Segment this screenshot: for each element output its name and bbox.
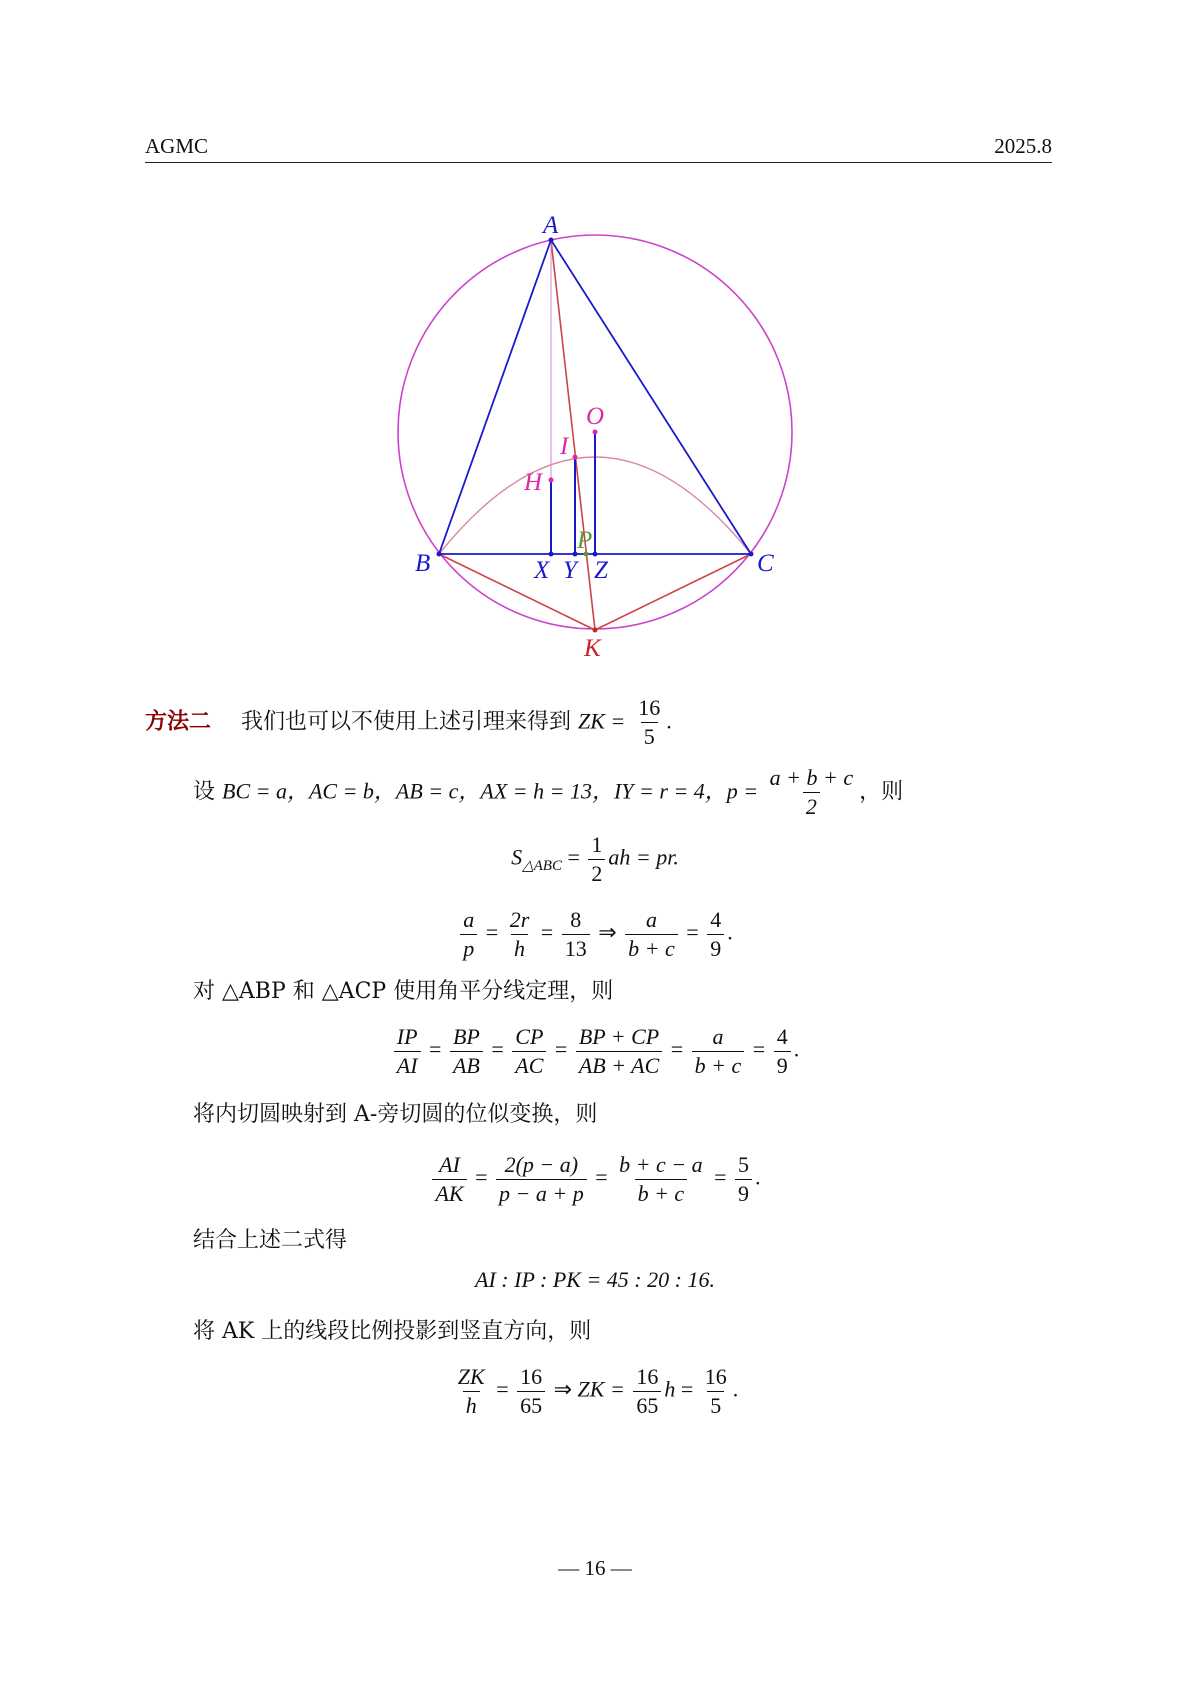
label-a: A	[543, 212, 559, 239]
setup-defs: BC = a，AC = b，AB = c，AX = h = 13，IY = r = 4，p =	[222, 778, 764, 804]
label-p: P	[577, 527, 593, 554]
line-ck	[595, 554, 751, 630]
label-c: C	[757, 550, 774, 577]
label-y: Y	[563, 557, 577, 584]
method-line: 方法二 我们也可以不使用上述引理来得到 ZK = $\frac{16}{5}$ .	[145, 695, 672, 749]
point-h	[549, 478, 554, 483]
method-intro-lhs: ZK =	[578, 708, 626, 734]
paragraph-projection: 将 AK 上的线段比例投影到竖直方向，则	[193, 1319, 592, 1344]
label-x: X	[534, 557, 550, 584]
equation-bisector: $\frac{IP}{AI}$ = $\frac{BP}{AB}$ = $\frac{CP}{AC}$ = $\frac{BP + CP}{AB + AC}$ = $\frac{a}{b + c}$ = $\frac{4}{9}$ .	[0, 1025, 1190, 1078]
setup-text1: 设	[193, 779, 222, 805]
point-x	[549, 552, 554, 557]
label-o: O	[586, 403, 605, 430]
header-left: AGMC	[145, 134, 209, 158]
label-i: I	[560, 433, 569, 460]
paragraph-homothety: 将内切圆映射到 A-旁切圆的位似变换，则	[193, 1102, 598, 1127]
paragraph-combine: 结合上述二式得	[193, 1228, 348, 1253]
method-intro-frac: $\frac{16}{5}$	[638, 695, 661, 749]
method-intro: 我们也可以不使用上述引理来得到	[241, 709, 579, 735]
equation-zk: $\frac{ZK}{h}$ = $\frac{16}{65}$ ⇒ ZK = $\frac{16}{65}$ h = $\frac{16}{5}$ .	[457, 1364, 739, 1418]
geometry-figure	[0, 0, 1190, 700]
point-o	[593, 430, 598, 435]
header-right: 2025.8	[994, 134, 1052, 158]
point-k	[593, 628, 598, 633]
paragraph-bisector: 对 △ABP 和 △ACP 使用角平分线定理，则	[193, 979, 614, 1004]
setup-text2: ，则	[859, 779, 904, 805]
point-z	[593, 552, 598, 557]
setup-line	[193, 766, 903, 819]
setup-p-frac: $\frac{a + b + c}{2}$	[769, 765, 854, 819]
point-c	[749, 552, 754, 557]
equation-ratio-chain: AI : IP : PK = 45 : 20 : 16.	[475, 1267, 715, 1292]
page-number: — 16 —	[558, 1556, 632, 1580]
point-b	[437, 552, 442, 557]
label-h: H	[524, 469, 543, 496]
method-title: 方法二	[145, 708, 212, 735]
equation-area: $S_{\triangle ABC}$ = $\frac{1}{2}$ ah = pr.	[511, 832, 679, 886]
equation-homothety: $\frac{AI}{AK}$ = $\frac{2(p - a)}{p - a + p}$ = $\frac{b + c - a}{b + c}$ = $\frac{5}{9}$ .	[0, 1153, 1190, 1206]
label-k: K	[584, 635, 601, 662]
label-z: Z	[594, 557, 608, 584]
equation-ratio: $\frac{a}{p}$ = $\frac{2r}{h}$ = $\frac{8}{13}$ ⇒ $\frac{a}{b + c}$ = $\frac{4}{9}$ .	[0, 908, 1190, 961]
label-b: B	[415, 550, 431, 577]
point-i	[573, 455, 578, 460]
